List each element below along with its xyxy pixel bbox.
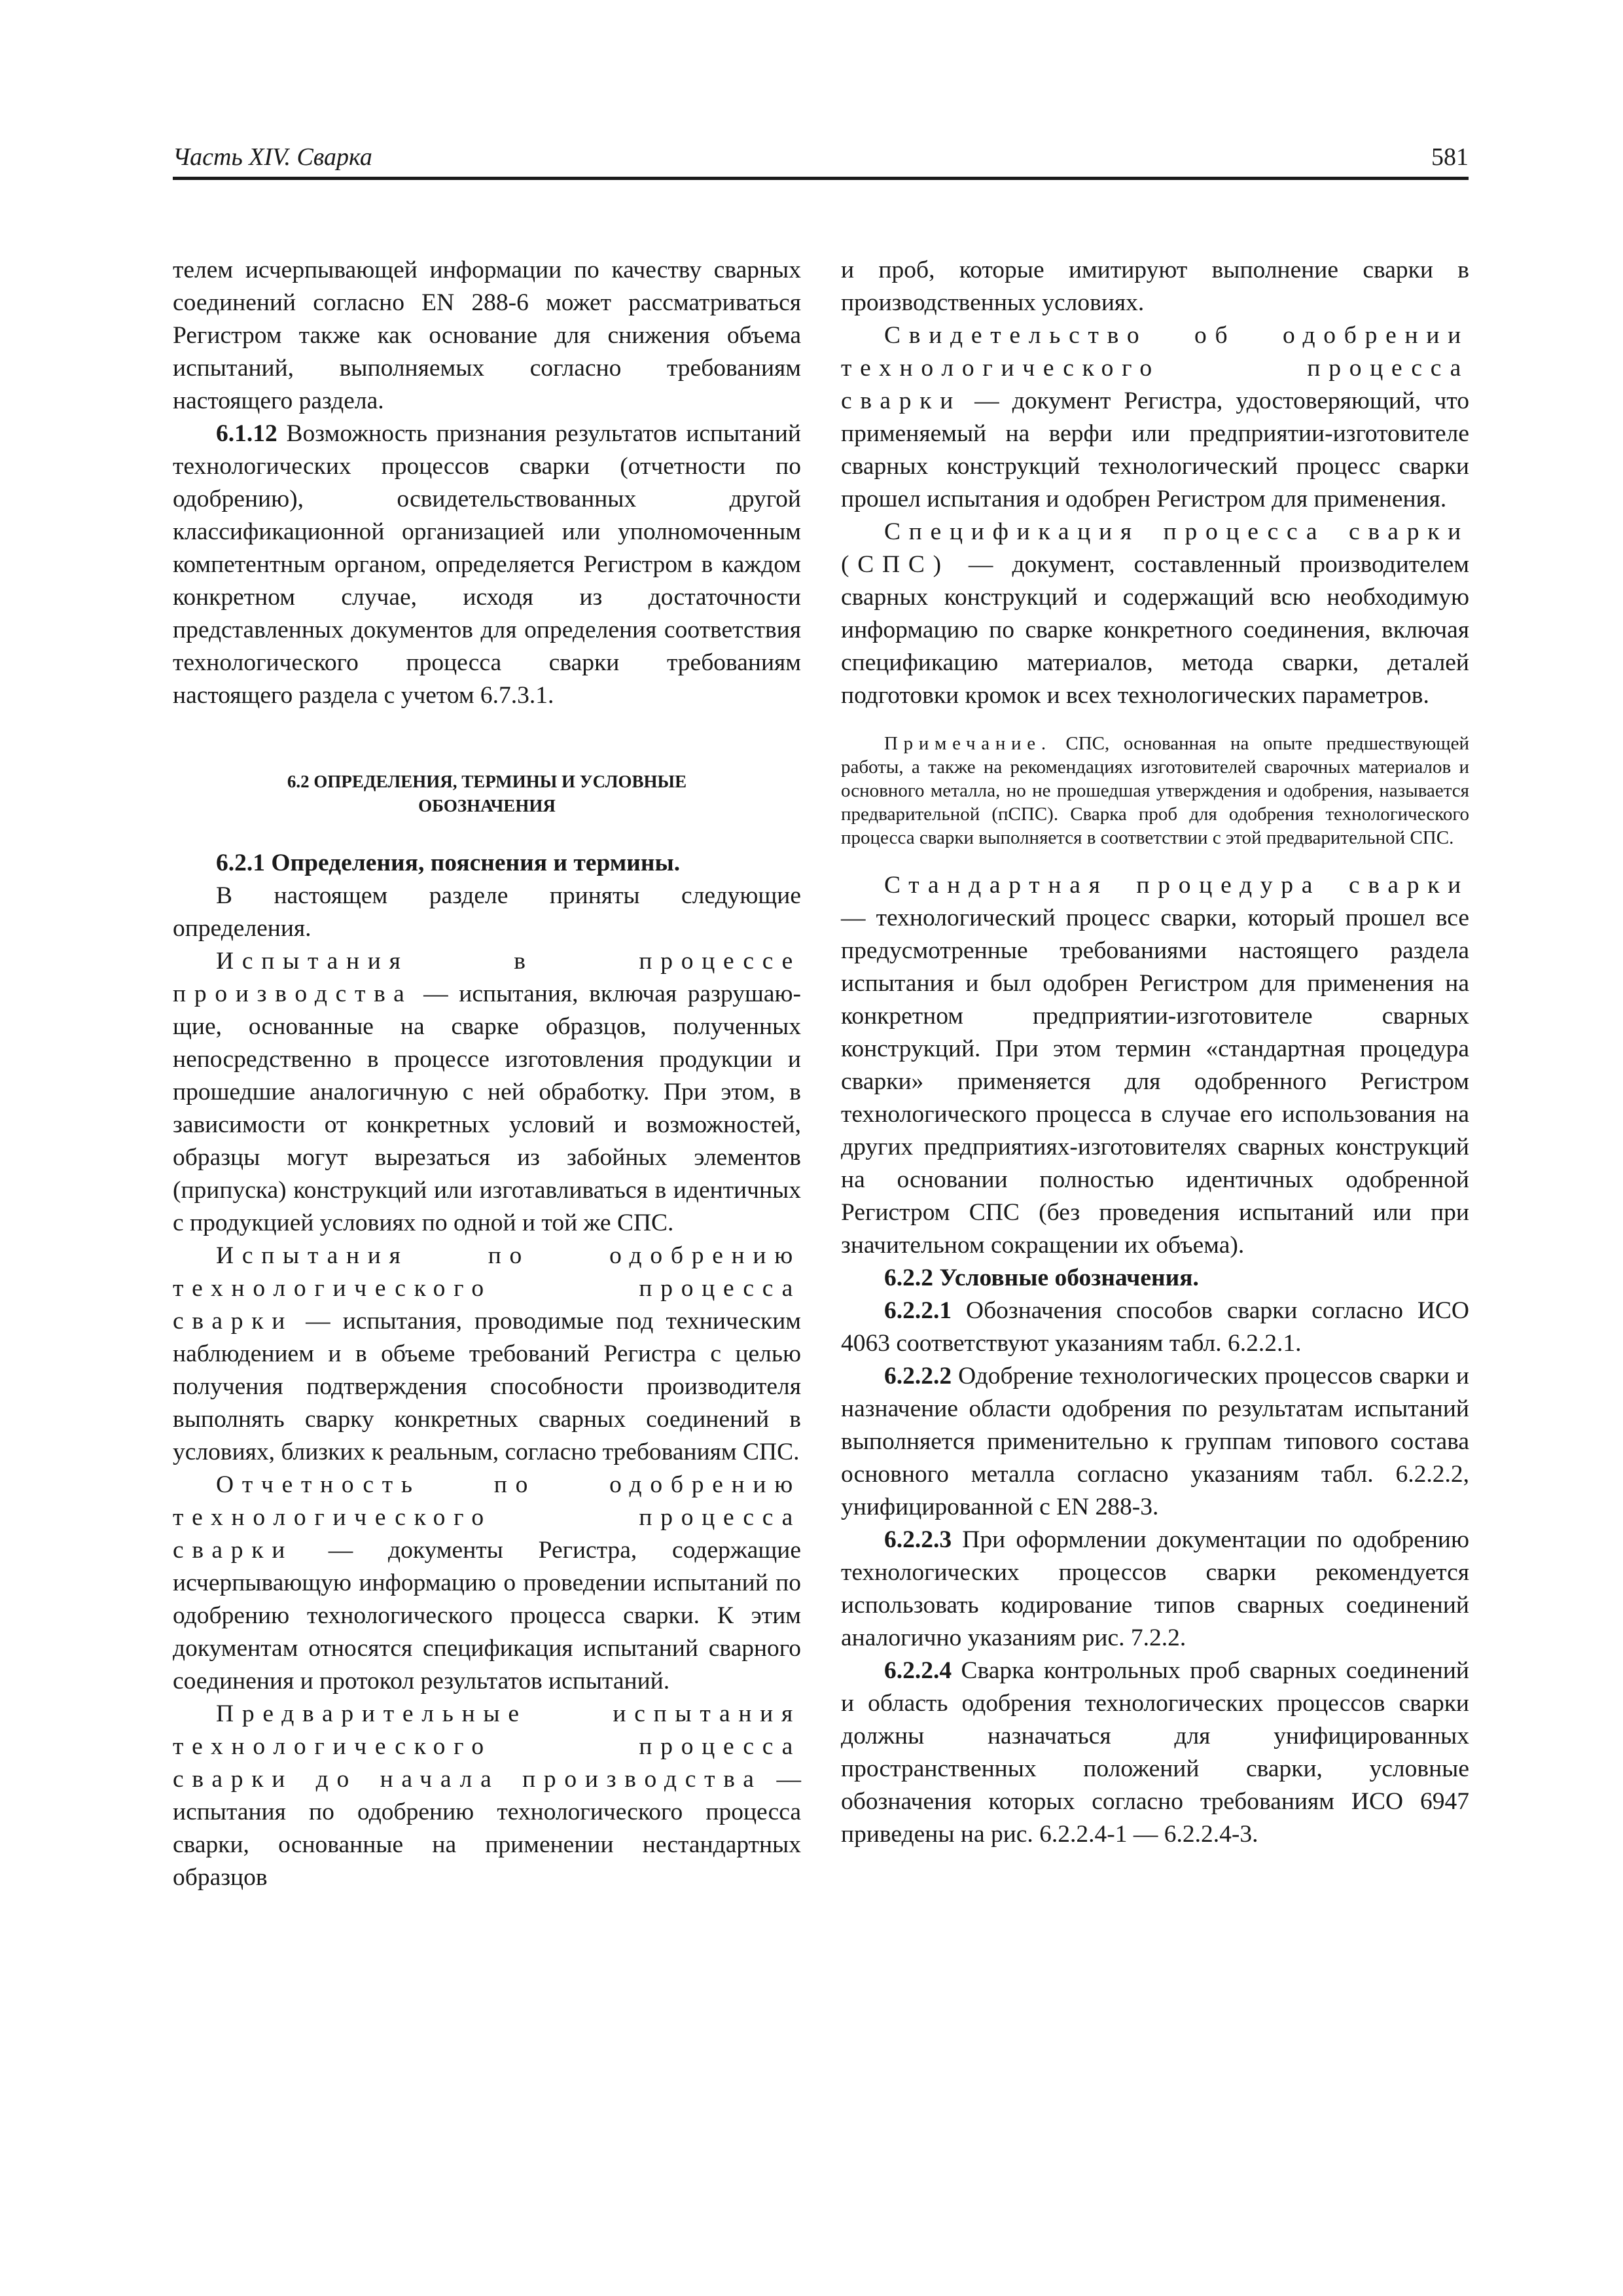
paragraph-6-2-2-1	[841, 1295, 1469, 1360]
paragraph-6-1-12	[173, 418, 801, 712]
definitions-intro: В настоящем разделе приняты следующие определения.	[173, 882, 801, 942]
note-label: Примечание.	[884, 733, 1052, 754]
definition: — документы Регистра, содержащие исчерпывающую информацию о проведении испытаний по одобрению технологического процесса сварки. К этим документам относятся спецификация испытаний сварного соединения и протокол результатов испытаний.	[173, 1537, 801, 1695]
left-column	[173, 254, 801, 1894]
definition: — испытания, проводимые под техническим наблюдением и в объеме требований Регистра с целью получения подтверждения способности производителя выполнять сварку конкретных сварных соединений в условиях, близких к реальным, согласно требованиям СПС.	[173, 1308, 801, 1465]
term: Предварительные испытания технологического процесса сварки до начала производства	[173, 1700, 801, 1793]
section-title-line-1: 6.2 ОПРЕДЕЛЕНИЯ, ТЕРМИНЫ И УСЛОВНЫЕ	[287, 772, 687, 791]
definition: — документ, составленный производителем сварных конструкций и содержащий всю необходимую информацию по сварке конкретного соединения, включая спецификацию материалов, метода сварки, деталей подготовки кромок и всех технологических параметров.	[841, 551, 1469, 709]
definition-approval-records	[173, 1469, 801, 1698]
definition-preliminary-tests	[173, 1698, 801, 1894]
clause-text: Одобрение технологических процессов сварки и назначение области одобрения по результатам испытаний выполняется применительно к группам типового состава основного металла согласно указаниям табл. 6.2.2.2, унифицированной с EN 288-3.	[841, 1363, 1469, 1520]
right-column	[841, 254, 1469, 1851]
clause-number: 6.2.2.3	[884, 1526, 952, 1553]
paragraph-6-2-2-2	[841, 1360, 1469, 1524]
header-rule	[173, 177, 1469, 180]
definition: — документ Регистра, удостоверяющий, что применяемый на верфи или предприятии-изготовителе сварных конструкций технологический процесс сварки прошел испытания и одобрен Регистром для применения.	[841, 387, 1469, 512]
definition: — испытания по одобрению технологического процесса сварки, основанные на применении нестандартных образцов	[173, 1766, 801, 1891]
subsection-heading: 6.2.1 Определения, пояснения и термины.	[216, 850, 681, 876]
note-text: СПС, основанная на опыте предшествующей работы, а также на рекомендациях изготовителей сварочных материалов и основного металла, но не прошедшая утверждения и одобрения, называется предварительной (пСПС). Сварка проб для одобрения технологического процесса сварки выполняется в соответствии с этой предварительной СПС.	[841, 733, 1469, 848]
definition: — технологический процесс сварки, который прошел все предусмотренные требованиями настоящего раздела испытания и был одобрен Регистром для применения на конкретном предприятии-изготовителе сварных конструкций. При этом термин «стандартная процедура сварки» применяется для одобренного Регистром технологического процесса в случае его использования на других предприятиях-изготовителях сварных конструкций на основании полностью идентичных одобренной Регистром СПС (без проведения испытаний или при значительном сокращении их объема).	[841, 905, 1469, 1259]
subsection-heading: 6.2.2 Условные обозначения.	[884, 1265, 1199, 1291]
term: Свидетельство об одобрении технологического процесса сварки	[841, 322, 1469, 414]
paragraph-continuation: и проб, которые имитируют выполнение сварки в производственных условиях.	[841, 257, 1469, 316]
clause-text: При оформлении документации по одобрению технологических процессов сварки рекомендуется использовать кодирование типов сварных соединений аналогично указаниям рис. 7.2.2.	[841, 1526, 1469, 1651]
clause-text: Возможность признания результатов испытаний технологических процессов сварки (отчетности по одобрению), освидетельствованных другой классификационной организацией или уполномоченным компетентным органом, определяется Регистром в каждом конкретном случае, исходя из достаточности представленных документов для определения соответствия технологического процесса сварки требованиям настоящего раздела с учетом 6.7.3.1.	[173, 420, 801, 709]
note	[841, 732, 1469, 850]
page-number: 581	[1431, 143, 1469, 171]
definition-approval-tests	[173, 1240, 801, 1469]
clause-number: 6.1.12	[216, 420, 277, 447]
definition-wps	[841, 516, 1469, 712]
paragraph-6-2-2-4	[841, 1655, 1469, 1851]
clause-number: 6.2.2.2	[884, 1363, 952, 1390]
term: Испытания по одобрению технологического процесса сварки	[173, 1242, 801, 1335]
clause-text: Сварка контрольных проб сварных соединений и область одобрения технологических процессов сварки должны назначаться для унифицированных пространственных положений сварки, условные обозначения которых согласно требованиям ИСО 6947 приведены на рис. 6.2.2.4-1 — 6.2.2.4-3.	[841, 1657, 1469, 1848]
term: Спецификация процесса сварки (СПС)	[841, 518, 1469, 578]
paragraph-continuation: телем исчерпывающей информации по качеству сварных соединений согласно EN 288-6 может рассматриваться Регистром также как основание для снижения объема испытаний, выполняемых согласно требованиям настоящего раздела.	[173, 257, 801, 414]
clause-number: 6.2.2.4	[884, 1657, 952, 1684]
clause-number: 6.2.2.1	[884, 1297, 952, 1324]
definition-production-tests	[173, 945, 801, 1240]
clause-text: Обозначения способов сварки согласно ИСО 4063 соответствуют указаниям табл. 6.2.2.1.	[841, 1297, 1469, 1357]
term: Стандартная процедура сварки	[884, 872, 1469, 899]
definition-standard-procedure	[841, 869, 1469, 1262]
page-header	[173, 143, 1469, 177]
term: Отчетность по одобрению технологического процесса сварки	[173, 1471, 801, 1564]
section-title-line-2: ОБОЗНАЧЕНИЯ	[418, 796, 556, 816]
definition: — испытания, включая разрушаю-щие, основанные на сварке образцов, полученных непосредственно в процессе изготовления продукции и прошедшие аналогичную с ней обработку. При этом, в зависимости от конкретных условий и возможностей, образцы могут вырезаться из забойных элементов (припуска) конструкций или изготавливаться в идентичных с продукцией условиях по одной и той же СПС.	[173, 980, 801, 1236]
definition-approval-certificate	[841, 319, 1469, 516]
paragraph-6-2-2-3	[841, 1524, 1469, 1655]
running-title: Часть XIV. Сварка	[173, 143, 372, 171]
term: Испытания в процессе производства	[173, 948, 801, 1007]
